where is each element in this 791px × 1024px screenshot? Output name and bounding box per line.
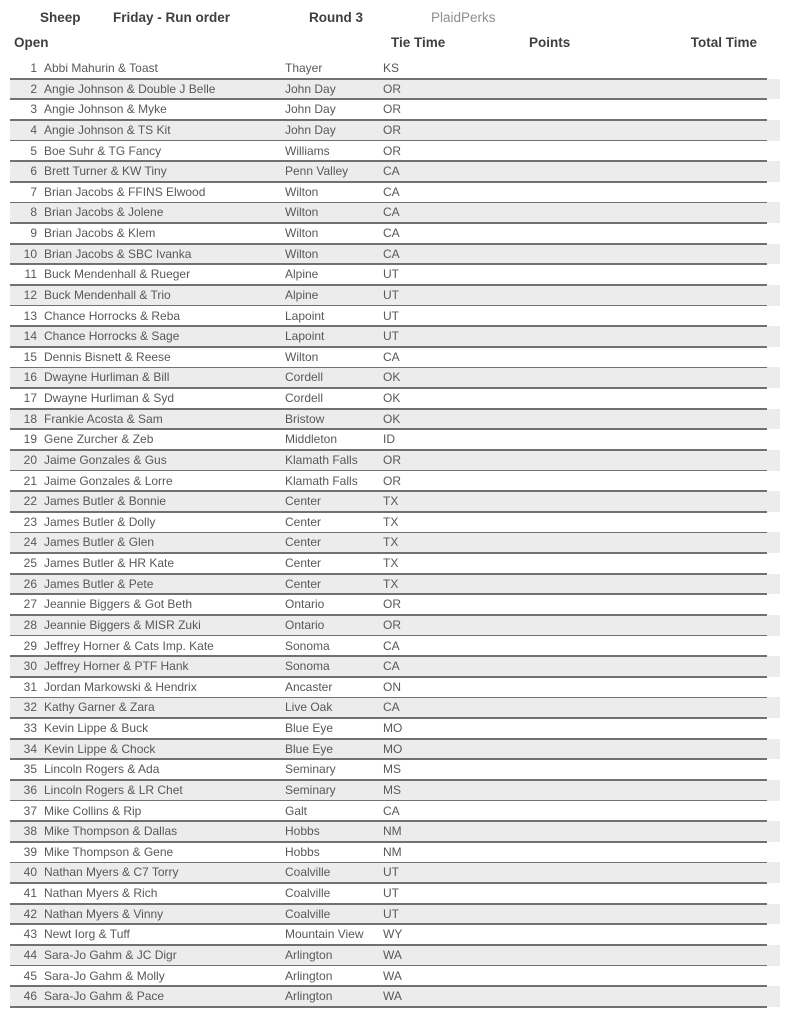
run-number-cell: 43 xyxy=(23,927,37,942)
city-cell: Arlington xyxy=(285,947,333,962)
handler-dog-cell: Jeffrey Horner & PTF Hank xyxy=(44,659,189,674)
state-cell: TX xyxy=(383,494,399,509)
total-time-cell xyxy=(650,409,767,430)
run-number-cell: 37 xyxy=(23,803,37,818)
run-number-cell: 27 xyxy=(23,597,37,612)
state-cell: WA xyxy=(383,947,402,962)
run-number-cell: 7 xyxy=(30,184,37,199)
run-number-cell: 25 xyxy=(23,556,37,570)
run-number-cell: 12 xyxy=(23,287,37,302)
city-cell: Cordell xyxy=(285,370,324,385)
handler-dog-cell: Dennis Bisnett & Reese xyxy=(44,349,171,364)
run-number-cell: 13 xyxy=(23,308,37,323)
state-cell: CA xyxy=(383,205,400,220)
handler-dog-cell: James Butler & Glen xyxy=(44,535,155,550)
total-time-cell xyxy=(650,739,767,760)
table-row xyxy=(10,780,780,801)
handler-dog-cell: James Butler & Pete xyxy=(44,576,154,591)
handler-dog-cell: Nathan Myers & Rich xyxy=(44,886,158,900)
state-cell: MO xyxy=(383,721,403,735)
handler-dog-cell: Jaime Gonzales & Gus xyxy=(44,452,167,467)
handler-dog-cell: Brian Jacobs & SBC Ivanka xyxy=(44,246,192,261)
total-time-cell xyxy=(650,244,767,265)
total-time-cell xyxy=(650,367,767,388)
state-cell: TX xyxy=(383,556,399,570)
table-row xyxy=(10,718,780,739)
city-cell: Ancaster xyxy=(285,679,333,694)
handler-dog-cell: Sara-Jo Gahm & Molly xyxy=(44,968,165,983)
city-cell: John Day xyxy=(285,102,336,117)
table-row xyxy=(10,429,780,450)
city-cell: Alpine xyxy=(285,287,319,302)
sponsor-label: PlaidPerks xyxy=(431,10,496,25)
handler-dog-cell: James Butler & HR Kate xyxy=(44,556,175,570)
total-time-cell xyxy=(650,120,767,141)
handler-dog-cell: James Butler & Bonnie xyxy=(44,494,167,509)
run-number-cell: 3 xyxy=(30,102,37,117)
handler-dog-cell: Frankie Acosta & Sam xyxy=(44,411,163,426)
total-time-cell xyxy=(650,697,767,718)
total-time-cell xyxy=(650,594,767,615)
handler-dog-cell: Jordan Markowski & Hendrix xyxy=(44,679,197,694)
city-cell: Alpine xyxy=(285,267,319,282)
state-cell: UT xyxy=(383,287,399,302)
run-number-cell: 38 xyxy=(23,824,37,839)
state-cell: CA xyxy=(383,246,400,261)
state-cell: CA xyxy=(383,184,400,199)
handler-dog-cell: Lincoln Rogers & Ada xyxy=(44,762,160,777)
table-row xyxy=(10,285,780,306)
run-number-cell: 44 xyxy=(23,947,37,962)
run-number-cell: 41 xyxy=(23,886,37,900)
city-cell: Lapoint xyxy=(285,329,325,344)
state-cell: TX xyxy=(383,535,399,550)
table-row xyxy=(10,58,780,79)
table-row xyxy=(10,924,780,945)
city-cell: Center xyxy=(285,535,322,550)
total-time-cell xyxy=(650,801,767,822)
table-row xyxy=(10,120,780,141)
run-number-cell: 18 xyxy=(23,411,37,426)
total-time-cell xyxy=(650,99,767,120)
table-row xyxy=(10,801,780,822)
total-time-cell xyxy=(650,532,767,553)
table-row xyxy=(10,677,780,698)
category-label: Sheep xyxy=(40,10,81,25)
run-number-cell: 5 xyxy=(30,143,37,158)
state-cell: OR xyxy=(383,452,401,467)
total-time-cell xyxy=(650,718,767,739)
handler-dog-cell: Jeannie Biggers & Got Beth xyxy=(44,597,193,612)
city-cell: Arlington xyxy=(285,989,333,1004)
city-cell: Lapoint xyxy=(285,308,325,323)
run-number-cell: 17 xyxy=(23,391,37,405)
handler-dog-cell: Kathy Garner & Zara xyxy=(44,700,155,715)
total-time-cell xyxy=(650,512,767,533)
state-cell: CA xyxy=(383,659,400,674)
state-cell: OR xyxy=(383,473,401,488)
city-cell: Sonoma xyxy=(285,659,330,674)
state-cell: OR xyxy=(383,617,401,632)
city-cell: Wilton xyxy=(285,184,319,199)
state-cell: OK xyxy=(383,411,401,426)
total-time-cell xyxy=(650,904,767,925)
table-row xyxy=(10,161,780,182)
state-cell: ID xyxy=(383,432,395,447)
total-time-cell xyxy=(650,553,767,574)
city-cell: Center xyxy=(285,514,322,529)
state-cell: ON xyxy=(383,679,401,694)
city-cell: Seminary xyxy=(285,762,336,777)
city-cell: Mountain View xyxy=(285,927,364,942)
state-cell: NM xyxy=(383,824,402,839)
total-time-cell xyxy=(650,780,767,801)
run-number-cell: 30 xyxy=(23,659,37,674)
table-row xyxy=(10,862,780,883)
city-cell: Center xyxy=(285,576,322,591)
handler-dog-cell: Jeffrey Horner & Cats Imp. Kate xyxy=(44,638,214,653)
total-time-cell xyxy=(650,388,767,409)
run-number-cell: 20 xyxy=(23,452,37,467)
handler-dog-cell: Dwayne Hurliman & Syd xyxy=(44,391,175,405)
state-cell: UT xyxy=(383,906,399,921)
handler-dog-cell: Jaime Gonzales & Lorre xyxy=(44,473,173,488)
state-cell: OR xyxy=(383,597,401,612)
handler-dog-cell: Nathan Myers & Vinny xyxy=(44,906,164,921)
handler-dog-cell: James Butler & Dolly xyxy=(44,514,156,529)
state-cell: UT xyxy=(383,865,399,880)
total-time-cell xyxy=(650,636,767,657)
table-row xyxy=(10,450,780,471)
run-number-cell: 19 xyxy=(23,432,37,447)
city-cell: Wilton xyxy=(285,205,319,220)
handler-dog-cell: Angie Johnson & Double J Belle xyxy=(44,81,216,96)
handler-dog-cell: Buck Mendenhall & Trio xyxy=(44,287,171,302)
run-number-cell: 31 xyxy=(23,679,37,694)
run-number-cell: 15 xyxy=(23,349,37,364)
state-cell: OK xyxy=(383,370,401,385)
city-cell: Ontario xyxy=(285,617,325,632)
city-cell: Arlington xyxy=(285,968,333,983)
points-column-header: Points xyxy=(529,35,571,50)
city-cell: Wilton xyxy=(285,246,319,261)
table-row xyxy=(10,553,780,574)
table-row xyxy=(10,697,780,718)
run-number-cell: 26 xyxy=(23,576,37,591)
run-number-cell: 1 xyxy=(30,61,37,75)
total-time-cell xyxy=(650,945,767,966)
table-row xyxy=(10,79,780,100)
state-cell: OR xyxy=(383,122,401,137)
total-time-cell xyxy=(650,883,767,904)
table-row xyxy=(10,491,780,512)
total-time-cell xyxy=(650,450,767,471)
total-time-cell xyxy=(650,862,767,883)
run-number-cell: 45 xyxy=(23,968,37,983)
total-time-cell xyxy=(650,223,767,244)
state-cell: UT xyxy=(383,308,399,323)
table-row xyxy=(10,471,780,492)
handler-dog-cell: Buck Mendenhall & Rueger xyxy=(44,267,191,282)
total-time-cell xyxy=(650,656,767,677)
run-number-cell: 28 xyxy=(23,617,37,632)
state-cell: MS xyxy=(383,782,401,797)
total-time-cell xyxy=(650,842,767,863)
total-time-cell xyxy=(650,574,767,595)
table-row xyxy=(10,512,780,533)
table-row xyxy=(10,842,780,863)
city-cell: Center xyxy=(285,494,322,509)
city-cell: Wilton xyxy=(285,349,319,364)
city-cell: Bristow xyxy=(285,411,325,426)
table-row xyxy=(10,615,780,636)
total-time-cell xyxy=(650,677,767,698)
state-cell: OK xyxy=(383,391,401,405)
handler-dog-cell: Sara-Jo Gahm & JC Digr xyxy=(44,947,177,962)
state-cell: CA xyxy=(383,803,400,818)
table-row xyxy=(10,574,780,595)
table-row xyxy=(10,388,780,409)
table-row xyxy=(10,409,780,430)
run-number-cell: 36 xyxy=(23,782,37,797)
state-cell: NM xyxy=(383,844,402,859)
handler-dog-cell: Lincoln Rogers & LR Chet xyxy=(44,782,183,797)
run-number-cell: 40 xyxy=(23,865,37,880)
table-row xyxy=(10,966,780,987)
run-number-cell: 11 xyxy=(24,267,37,282)
handler-dog-cell: Boe Suhr & TG Fancy xyxy=(44,143,162,158)
class-column-header: Open xyxy=(14,35,49,50)
run-number-cell: 46 xyxy=(23,989,37,1004)
city-cell: Sonoma xyxy=(285,638,330,653)
handler-dog-cell: Abbi Mahurin & Toast xyxy=(44,61,158,75)
total-time-cell xyxy=(650,79,767,100)
table-row xyxy=(10,883,780,904)
total-time-cell xyxy=(650,966,767,987)
state-cell: CA xyxy=(383,164,400,179)
run-number-cell: 16 xyxy=(23,370,37,385)
table-row xyxy=(10,945,780,966)
state-cell: UT xyxy=(383,329,399,344)
state-cell: CA xyxy=(383,349,400,364)
city-cell: Coalville xyxy=(285,886,331,900)
round-label: Round 3 xyxy=(309,10,363,25)
state-cell: CA xyxy=(383,638,400,653)
city-cell: Coalville xyxy=(285,906,331,921)
handler-dog-cell: Kevin Lippe & Chock xyxy=(44,741,156,756)
run-number-cell: 33 xyxy=(23,721,37,735)
city-cell: Klamath Falls xyxy=(285,452,358,467)
city-cell: Galt xyxy=(285,803,308,818)
state-cell: TX xyxy=(383,514,399,529)
run-number-cell: 34 xyxy=(23,741,37,756)
city-cell: Live Oak xyxy=(285,700,333,715)
table-row xyxy=(10,347,780,368)
run-number-cell: 39 xyxy=(23,844,37,859)
table-row xyxy=(10,326,780,347)
city-cell: John Day xyxy=(285,81,336,96)
table-row xyxy=(10,223,780,244)
state-cell: WA xyxy=(383,968,402,983)
handler-dog-cell: Mike Collins & Rip xyxy=(44,803,142,818)
state-cell: MS xyxy=(383,762,401,777)
city-cell: Klamath Falls xyxy=(285,473,358,488)
city-cell: Seminary xyxy=(285,782,336,797)
run-number-cell: 23 xyxy=(23,514,37,529)
table-row xyxy=(10,986,780,1007)
city-cell: Williams xyxy=(285,143,330,158)
handler-dog-cell: Brian Jacobs & Jolene xyxy=(44,205,164,220)
city-cell: Hobbs xyxy=(285,824,320,839)
total-time-cell xyxy=(650,141,767,162)
total-time-cell xyxy=(650,182,767,203)
run-number-cell: 22 xyxy=(23,494,37,509)
state-cell: KS xyxy=(383,61,400,75)
handler-dog-cell: Brian Jacobs & Klem xyxy=(44,226,156,240)
run-number-cell: 9 xyxy=(30,226,37,240)
run-number-cell: 24 xyxy=(23,535,37,550)
run-number-cell: 2 xyxy=(30,81,37,96)
run-number-cell: 6 xyxy=(30,164,37,179)
state-cell: UT xyxy=(383,267,399,282)
run-number-cell: 10 xyxy=(23,246,37,261)
city-cell: John Day xyxy=(285,122,336,137)
city-cell: Cordell xyxy=(285,391,324,405)
state-cell: CA xyxy=(383,226,400,240)
handler-dog-cell: Newt Iorg & Tuff xyxy=(44,927,130,942)
city-cell: Coalville xyxy=(285,865,331,880)
table-row xyxy=(10,636,780,657)
state-cell: WA xyxy=(383,989,402,1004)
run-number-cell: 29 xyxy=(23,638,37,653)
table-row xyxy=(10,367,780,388)
handler-dog-cell: Angie Johnson & TS Kit xyxy=(44,122,171,137)
city-cell: Center xyxy=(285,556,322,570)
handler-dog-cell: Mike Thompson & Dallas xyxy=(44,824,178,839)
table-row xyxy=(10,202,780,223)
table-row xyxy=(10,759,780,780)
handler-dog-cell: Chance Horrocks & Sage xyxy=(44,329,180,344)
table-row xyxy=(10,264,780,285)
total-time-cell xyxy=(650,986,767,1007)
total-time-cell xyxy=(650,429,767,450)
handler-dog-cell: Gene Zurcher & Zeb xyxy=(44,432,154,447)
total-time-cell xyxy=(650,471,767,492)
total-time-cell xyxy=(650,264,767,285)
table-row xyxy=(10,656,780,677)
city-cell: Middleton xyxy=(285,432,338,447)
handler-dog-cell: Brian Jacobs & FFINS Elwood xyxy=(44,184,206,199)
table-row xyxy=(10,904,780,925)
total-time-column-header: Total Time xyxy=(690,35,757,50)
table-row xyxy=(10,99,780,120)
handler-dog-cell: Brett Turner & KW Tiny xyxy=(44,164,167,179)
handler-dog-cell: Angie Johnson & Myke xyxy=(44,102,167,117)
state-cell: UT xyxy=(383,886,399,900)
table-row xyxy=(10,306,780,327)
city-cell: Ontario xyxy=(285,597,325,612)
total-time-cell xyxy=(650,58,767,79)
handler-dog-cell: Dwayne Hurliman & Bill xyxy=(44,370,170,385)
run-number-cell: 21 xyxy=(23,473,37,488)
city-cell: Blue Eye xyxy=(285,721,334,735)
state-cell: OR xyxy=(383,143,401,158)
table-row xyxy=(10,821,780,842)
table-row xyxy=(10,244,780,265)
total-time-cell xyxy=(650,161,767,182)
run-number-cell: 42 xyxy=(23,906,37,921)
tie-time-column-header: Tie Time xyxy=(391,35,446,50)
state-cell: MO xyxy=(383,741,403,756)
total-time-cell xyxy=(650,202,767,223)
table-row xyxy=(10,739,780,760)
handler-dog-cell: Chance Horrocks & Reba xyxy=(44,308,181,323)
state-cell: OR xyxy=(383,102,401,117)
run-number-cell: 4 xyxy=(30,122,37,137)
table-row xyxy=(10,182,780,203)
city-cell: Penn Valley xyxy=(285,164,349,179)
run-number-cell: 8 xyxy=(30,205,37,220)
handler-dog-cell: Mike Thompson & Gene xyxy=(44,844,174,859)
table-row xyxy=(10,532,780,553)
total-time-cell xyxy=(650,347,767,368)
run-order-table xyxy=(10,58,780,1007)
total-time-cell xyxy=(650,821,767,842)
city-cell: Wilton xyxy=(285,226,319,240)
state-cell: CA xyxy=(383,700,400,715)
total-time-cell xyxy=(650,306,767,327)
run-number-cell: 32 xyxy=(23,700,37,715)
handler-dog-cell: Jeannie Biggers & MISR Zuki xyxy=(44,617,201,632)
table-row xyxy=(10,141,780,162)
city-cell: Blue Eye xyxy=(285,741,334,756)
total-time-cell xyxy=(650,285,767,306)
state-cell: OR xyxy=(383,81,401,96)
city-cell: Thayer xyxy=(285,61,323,75)
total-time-cell xyxy=(650,326,767,347)
state-cell: WY xyxy=(383,927,403,942)
state-cell: TX xyxy=(383,576,399,591)
run-order-title: Friday - Run order xyxy=(113,10,231,25)
handler-dog-cell: Sara-Jo Gahm & Pace xyxy=(44,989,165,1004)
city-cell: Hobbs xyxy=(285,844,320,859)
run-number-cell: 14 xyxy=(23,329,37,344)
total-time-cell xyxy=(650,924,767,945)
total-time-cell xyxy=(650,759,767,780)
total-time-cell xyxy=(650,615,767,636)
handler-dog-cell: Nathan Myers & C7 Torry xyxy=(44,865,179,880)
handler-dog-cell: Kevin Lippe & Buck xyxy=(44,721,149,735)
run-number-cell: 35 xyxy=(23,762,37,777)
table-row xyxy=(10,594,780,615)
total-time-cell xyxy=(650,491,767,512)
